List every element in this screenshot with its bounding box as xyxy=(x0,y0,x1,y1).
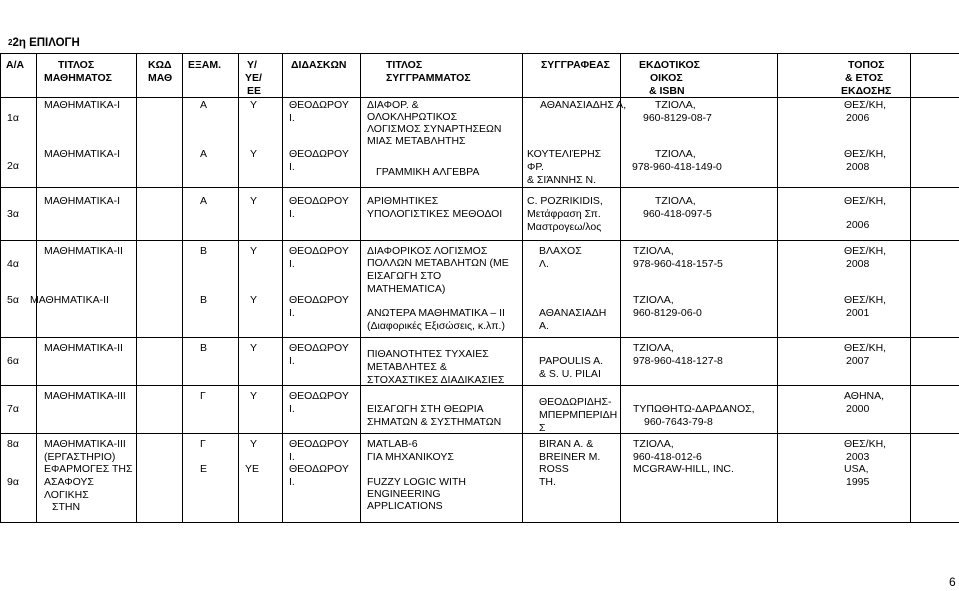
teacher-initial: Ι. xyxy=(289,307,295,319)
book-title: MATHEMATICA) xyxy=(367,283,446,295)
course-title: ΜΑΘΗΜΑΤΙΚΑ-ΙΙ xyxy=(44,342,123,354)
course-type: Υ xyxy=(250,195,258,207)
section-title: $^2$2η ΕΠΙΛΟΓΗ xyxy=(8,37,80,49)
semester: Α xyxy=(200,195,208,207)
header-isbn: & ISBN xyxy=(649,85,685,97)
row-separator xyxy=(0,337,959,338)
course-type: Υ xyxy=(250,294,258,306)
book-title: ΔΙΑΦΟΡΙΚΟΣ ΛΟΓΙΣΜΟΣ xyxy=(367,245,488,257)
publisher: ΤΖΙΟΛΑ, xyxy=(633,438,674,450)
year: 2001 xyxy=(846,307,870,319)
isbn: 978-960-418-149-0 xyxy=(632,161,722,173)
book-title: ΕΙΣΑΓΩΓΗ ΣΤΟ xyxy=(367,270,442,282)
column-divider xyxy=(910,53,911,522)
year: 2003 xyxy=(846,451,870,463)
teacher-initial: Ι. xyxy=(289,258,295,270)
author: TH. xyxy=(539,476,556,488)
year: 2006 xyxy=(846,112,870,124)
header-publisher-2: ΟΙΚΟΣ xyxy=(650,72,683,84)
header-aa: Α/Α xyxy=(6,59,25,71)
column-divider xyxy=(136,53,137,522)
course-title: (ΕΡΓΑΣΤΗΡΙΟ) xyxy=(44,451,116,463)
course-type: ΥΕ xyxy=(245,463,260,475)
place: ΘΕΣ/ΚΗ, xyxy=(844,438,887,450)
row-number: 9α xyxy=(7,476,19,488)
column-divider xyxy=(522,53,523,522)
course-type: Υ xyxy=(250,390,258,402)
course-type: Υ xyxy=(250,245,258,257)
header-book-title-2: ΣΥΓΓΡΑΜΜΑΤΟΣ xyxy=(386,72,471,84)
row-separator xyxy=(0,433,959,434)
teacher-initial: Ι. xyxy=(289,403,295,415)
course-type: Υ xyxy=(250,99,258,111)
column-divider xyxy=(360,53,361,522)
book-title: APPLICATIONS xyxy=(367,500,443,512)
teacher-initial: Ι. xyxy=(289,208,295,220)
book-title: ΕΙΣΑΓΩΓΗ ΣΤΗ ΘΕΩΡΙΑ xyxy=(367,403,484,415)
header-type: Υ/ xyxy=(247,59,257,71)
header-type-2: ΥΕ/ xyxy=(245,72,262,84)
place: ΘΕΣ/ΚΗ, xyxy=(844,245,887,257)
semester: Γ xyxy=(200,390,206,402)
author: C. POZRIKIDIS, xyxy=(527,195,603,207)
teacher: ΘΕΟΔΩΡΟΥ xyxy=(289,463,349,475)
header-place-2: & ΕΤΟΣ xyxy=(845,72,884,84)
isbn: 978-960-418-127-8 xyxy=(633,355,723,367)
teacher: ΘΕΟΔΩΡΟΥ xyxy=(289,148,349,160)
teacher: ΘΕΟΔΩΡΟΥ xyxy=(289,99,349,111)
header-semester: ΕΞΑΜ. xyxy=(188,59,222,71)
author: Μετάφραση Σπ. xyxy=(527,208,601,220)
semester: Β xyxy=(200,294,208,306)
semester: Α xyxy=(200,148,208,160)
publisher: ΤΖΙΟΛΑ, xyxy=(633,342,674,354)
course-type: Υ xyxy=(250,148,258,160)
book-title: ΣΤΟΧΑΣΤΙΚΕΣ ΔΙΑΔΙΚΑΣΙΕΣ xyxy=(367,374,505,386)
header-code-2: ΜΑΘ xyxy=(148,72,173,84)
teacher-initial: Ι. xyxy=(289,451,295,463)
page-number: 6 xyxy=(949,575,956,589)
publisher: ΤΖΙΟΛΑ, xyxy=(655,148,696,160)
publisher: ΤΖΙΟΛΑ, xyxy=(633,245,674,257)
course-title: ΜΑΘΗΜΑΤΙΚΑ-Ι xyxy=(44,148,121,160)
row-number: 2α xyxy=(7,160,19,172)
course-title: ΜΑΘΗΜΑΤΙΚΑ-ΙΙ xyxy=(30,294,109,306)
book-title: ΠΟΛΛΩΝ ΜΕΤΑΒΛΗΤΩΝ (ΜΕ xyxy=(367,257,509,269)
course-title: ΛΟΓΙΚΗΣ xyxy=(44,489,89,501)
table-bottom-rule xyxy=(0,522,959,523)
publisher: MCGRAW-HILL, INC. xyxy=(633,463,734,475)
table-top-rule xyxy=(0,53,959,54)
author: ROSS xyxy=(539,463,569,475)
book-title: ΓΡΑΜΜΙΚΗ ΑΛΓΕΒΡΑ xyxy=(376,166,480,178)
section-title-text: 2η ΕΠΙΛΟΓΗ xyxy=(12,37,80,49)
year: 2008 xyxy=(846,258,870,270)
course-title: ΕΦΑΡΜΟΓΕΣ ΤΗΣ xyxy=(44,463,133,475)
isbn: 960-8129-06-0 xyxy=(633,307,702,319)
semester: Ε xyxy=(200,463,208,475)
row-number: 3α xyxy=(7,208,19,220)
author: ΜΠΕΡΜΠΕΡΙΔΗ xyxy=(539,409,618,421)
header-bottom-rule xyxy=(0,97,959,98)
row-number: 1α xyxy=(7,112,19,124)
course-title: ΜΑΘΗΜΑΤΙΚΑ-ΙΙΙ xyxy=(44,390,126,402)
teacher: ΘΕΟΔΩΡΟΥ xyxy=(289,342,349,354)
book-title: ΜΕΤΑΒΛΗΤΕΣ & xyxy=(367,361,447,373)
teacher-initial: Ι. xyxy=(289,476,295,488)
header-place-3: ΕΚΔΟΣΗΣ xyxy=(841,85,892,97)
teacher-initial: Ι. xyxy=(289,355,295,367)
book-title: ΓΙΑ ΜΗΧΑΝΙΚΟΥΣ xyxy=(367,451,454,463)
publisher: ΤΥΠΩΘΗΤΩ-ΔΑΡΔΑΝΟΣ, xyxy=(633,403,755,415)
author: Λ. xyxy=(539,258,549,270)
place: ΘΕΣ/ΚΗ, xyxy=(844,342,887,354)
column-divider xyxy=(777,53,778,522)
isbn: 978-960-418-157-5 xyxy=(633,258,723,270)
author: ΒΛΑΧΟΣ xyxy=(539,245,582,257)
author: ΘΕΟΔΩΡΙΔΗΣ- xyxy=(539,396,612,408)
author: Α. xyxy=(539,320,549,332)
book-title: ΛΟΓΙΣΜΟΣ ΣΥΝΑΡΤΗΣΕΩΝ xyxy=(367,123,502,135)
row-number: 7α xyxy=(7,403,19,415)
book-title: ΠΙΘΑΝΟΤΗΤΕΣ ΤΥΧΑΙΕΣ xyxy=(367,348,489,360)
book-title: ENGINEERING xyxy=(367,488,441,500)
row-separator xyxy=(0,240,959,241)
course-type: Υ xyxy=(250,342,258,354)
isbn: 960-418-012-6 xyxy=(633,451,702,463)
author: ΦΡ. xyxy=(527,161,544,173)
course-title: ΜΑΘΗΜΑΤΙΚΑ-ΙΙ xyxy=(44,245,123,257)
header-teachers: ΔΙΔΑΣΚΩΝ xyxy=(291,59,347,71)
author: PAPOULIS A. xyxy=(539,355,603,367)
column-divider xyxy=(620,53,621,522)
book-title: ΣΗΜΑΤΩΝ & ΣΥΣΤΗΜΑΤΩΝ xyxy=(367,416,502,428)
author: & S. U. PILAI xyxy=(539,368,601,380)
header-place: ΤΟΠΟΣ xyxy=(848,59,885,71)
course-title: ΜΑΘΗΜΑΤΙΚΑ-Ι xyxy=(44,195,121,207)
book-title: ΟΛΟΚΛΗΡΩΤΙΚΟΣ xyxy=(367,111,458,123)
place: ΘΕΣ/ΚΗ, xyxy=(844,148,887,160)
year: 2006 xyxy=(846,219,870,231)
column-divider xyxy=(36,53,37,522)
header-code: ΚΩΔ xyxy=(148,59,172,71)
semester: Γ xyxy=(200,438,206,450)
row-number: 4α xyxy=(7,258,19,270)
header-course-title: ΤΙΤΛΟΣ xyxy=(58,59,95,71)
row-separator xyxy=(0,187,959,188)
year: 1995 xyxy=(846,476,870,488)
isbn: 960-418-097-5 xyxy=(643,208,712,220)
author: ΑΘΑΝΑΣΙΑΔΗ xyxy=(539,307,607,319)
year: 2000 xyxy=(846,403,870,415)
isbn: 960-7643-79-8 xyxy=(644,416,713,428)
book-title: ΜΙΑΣ ΜΕΤΑΒΛΗΤΗΣ xyxy=(367,135,466,147)
column-divider xyxy=(238,53,239,522)
year: 2008 xyxy=(846,161,870,173)
header-course-title-2: ΜΑΘΗΜΑΤΟΣ xyxy=(44,72,112,84)
author: ΑΘΑΝΑΣΙΑΔΗΣ Α, xyxy=(540,99,627,111)
place: ΘΕΣ/ΚΗ, xyxy=(844,99,887,111)
header-publisher: ΕΚΔΟΤΙΚΟΣ xyxy=(639,59,700,71)
column-divider xyxy=(0,53,1,522)
place: USA, xyxy=(844,463,869,475)
row-number: 8α xyxy=(7,438,19,450)
teacher: ΘΕΟΔΩΡΟΥ xyxy=(289,438,349,450)
course-title: ΜΑΘΗΜΑΤΙΚΑ-ΙΙΙ xyxy=(44,438,126,450)
course-title: ΜΑΘΗΜΑΤΙΚΑ-Ι xyxy=(44,99,121,111)
row-number: 5α xyxy=(7,294,19,306)
place: ΘΕΣ/ΚΗ, xyxy=(844,294,887,306)
teacher: ΘΕΟΔΩΡΟΥ xyxy=(289,195,349,207)
row-number: 6α xyxy=(7,355,19,367)
header-book-title: ΤΙΤΛΟΣ xyxy=(386,59,423,71)
publisher: ΤΖΙΟΛΑ, xyxy=(655,195,696,207)
book-title: ΑΝΩΤΕΡΑ ΜΑΘΗΜΑΤΙΚΑ – ΙΙ xyxy=(367,307,505,319)
semester: Β xyxy=(200,342,208,354)
book-title: FUZZY LOGIC WITH xyxy=(367,476,466,488)
author: Σ xyxy=(539,422,546,434)
year: 2007 xyxy=(846,355,870,367)
publisher: ΤΖΙΟΛΑ, xyxy=(655,99,696,111)
author: ΚΟΥΤΕΛΙΈΡΗΣ xyxy=(527,148,602,160)
semester: Α xyxy=(200,99,208,111)
book-title: (Διαφορικές Εξισώσεις, κ.λπ.) xyxy=(367,320,505,332)
author: Μαστρογεω/λος xyxy=(527,221,602,233)
place: ΘΕΣ/ΚΗ, xyxy=(844,195,887,207)
course-title: ΣΤΗΝ xyxy=(52,501,81,513)
column-divider xyxy=(282,53,283,522)
author: BREINER M. xyxy=(539,451,601,463)
course-type: Υ xyxy=(250,438,258,450)
book-title: MATLAB-6 xyxy=(367,438,418,450)
teacher: ΘΕΟΔΩΡΟΥ xyxy=(289,245,349,257)
course-title: ΑΣΑΦΟΥΣ xyxy=(44,476,94,488)
header-type-3: ΕΕ xyxy=(247,85,262,97)
isbn: 960-8129-08-7 xyxy=(643,112,712,124)
teacher-initial: Ι. xyxy=(289,161,295,173)
teacher: ΘΕΟΔΩΡΟΥ xyxy=(289,294,349,306)
author: BIRAN A. & xyxy=(539,438,594,450)
publisher: ΤΖΙΟΛΑ, xyxy=(633,294,674,306)
place: ΑΘΗΝΑ, xyxy=(844,390,885,402)
teacher: ΘΕΟΔΩΡΟΥ xyxy=(289,390,349,402)
book-title: ΑΡΙΘΜΗΤΙΚΕΣ xyxy=(367,195,439,207)
column-divider xyxy=(182,53,183,522)
author: & ΣΙΆΝΝΗΣ Ν. xyxy=(527,174,596,186)
header-authors: ΣΥΓΓΡΑΦΕΑΣ xyxy=(541,59,610,71)
book-title: ΔΙΑΦΟΡ. & xyxy=(367,99,419,111)
book-title: ΥΠΟΛΟΓΙΣΤΙΚΕΣ ΜΕΘΟΔΟΙ xyxy=(367,208,503,220)
semester: Β xyxy=(200,245,208,257)
teacher-initial: Ι. xyxy=(289,112,295,124)
